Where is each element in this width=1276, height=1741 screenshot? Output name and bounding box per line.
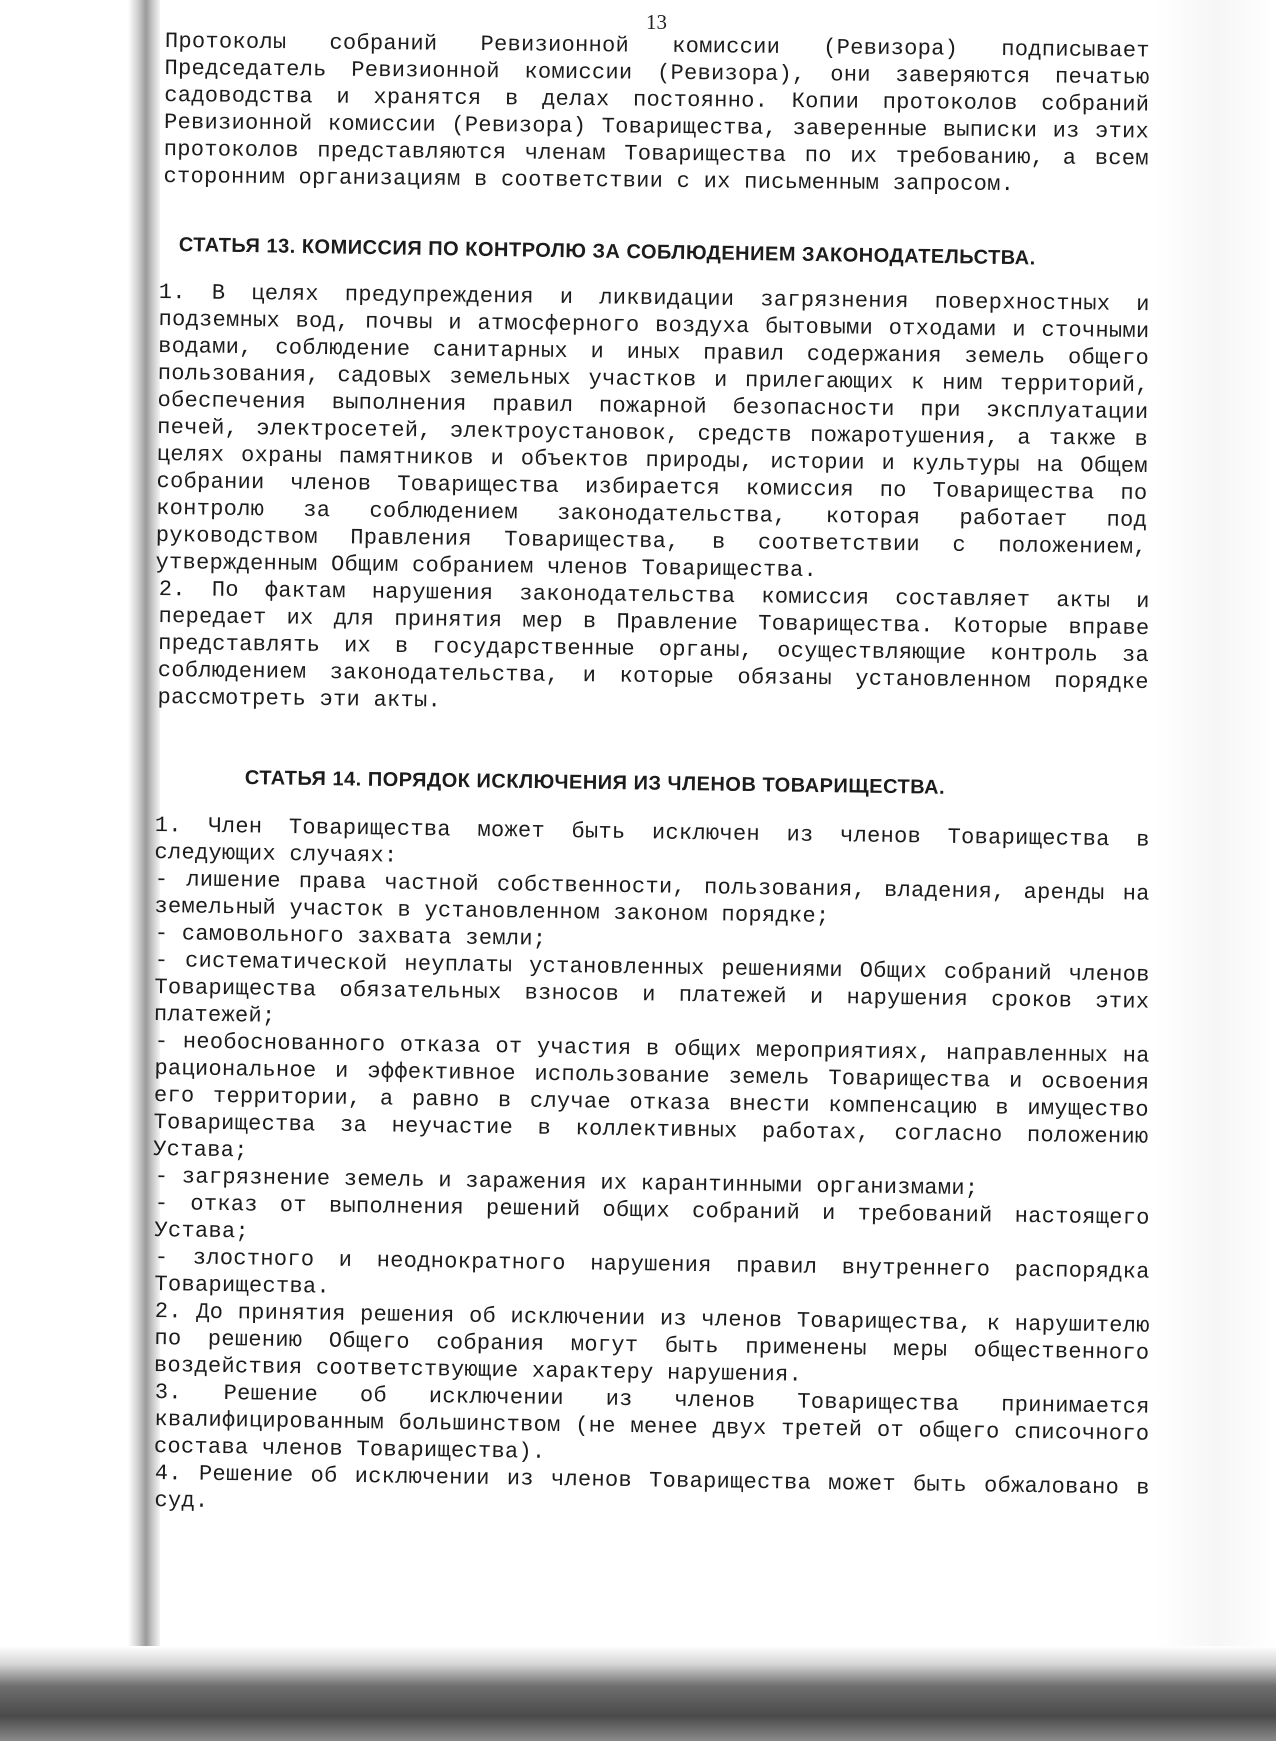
article-14-list-item: - самовольного захвата земли; [154, 920, 547, 952]
article-14-paragraph-3: 3. Решение об исключении из членов Товарищества принимается квалифицированным большинством (не менее двух третей от общего списочного состава членов Товарищества). [153, 1379, 1150, 1465]
article-13-paragraph-1: 1. В целях предупреждения и ликвидации загрязнения поверхностных и подземных вод, почвы и атмосферного воздуха бытовыми отходами и сточными водами, соблюдение санитарных и иных правил содержания земель общего пользования, садовых земельных участков и прилегающих к ним территорий, обеспечения выполнения правил пожарной безопасности при эксплуатации печей, электросетей, электроустановок, средств пожаротушения, а также в целях охраны памятников и объектов природы, истории и культуры на Общем собрании членов Товарищества избирается комиссия по Товарищества по контролю за соблюдением законодательства, которая работает под руководством Правления Товарищества, в соответствии с положением, утвержденным Общим собранием членов Товарищества. [155, 279, 1150, 584]
scan-shadow-left [0, 0, 160, 1741]
article-14 [155, 767, 1150, 1514]
scan-shadow-bottom [0, 1646, 1276, 1741]
article-14-list-item: - отказ от выполнения решений общих собраний и требований настоящего Устава; [154, 1190, 1150, 1245]
article-13-heading: СТАТЬЯ 13. КОМИССИЯ ПО КОНТРОЛЮ ЗА СОБЛЮДЕНИЕМ ЗАКОНОДАТЕЛЬСТВА. [178, 234, 1036, 270]
article-14-list-item: - загрязнение земель и заражения их карантинными организмами; [154, 1163, 979, 1202]
article-14-list-item: - лишение права частной собственности, пользования, владения, аренды на земельный участок в установленном законом порядке; [154, 866, 1150, 930]
article-14-paragraph-4: 4. Решение об исключении из членов Товарищества может быть обжаловано в суд. [154, 1460, 1150, 1514]
article-13-paragraph-2: 2. По фактам нарушения законодательства комиссия составляет акты и передает их для принятия мер в Правление Товарищества. Которые вправе представлять их в государственные органы, осуществляющие контроль за соблюдением законодательства, и которые обязаны установленном порядке рассмотреть эти акты. [157, 576, 1150, 714]
intro-paragraph: Протоколы собраний Ревизионной комиссии (Ревизора) подписывает Председатель Ревизионной комиссии (Ревизора), они заверяются печатью садоводства и хранятся в делах постоянно. Копии протоколов собраний Ревизионной комиссии (Ревизора) Товарищества, заверенные выписки из этих протоколов представляются членам Товарищества по их требованию, а всем сторонним организациям в соответствии с их письменным запросом. [163, 28, 1150, 198]
article-14-heading: СТАТЬЯ 14. ПОРЯДОК ИСКЛЮЧЕНИЯ ИЗ ЧЛЕНОВ ТОВАРИЩЕСТВА. [244, 767, 946, 799]
article-14-list-item: - систематической неуплаты установленных решениями Общих собраний членов Товарищества обязательных взносов и платежей и нарушения сроков этих платежей; [153, 947, 1150, 1029]
document-body [153, 28, 1150, 1514]
scan-shadow-right [1156, 0, 1276, 1741]
page-number: 13 [646, 10, 667, 34]
article-13 [155, 234, 1150, 714]
article-14-paragraph-2: 2. До принятия решения об исключении из членов Товарищества, к нарушителю по решению Общего собрания могут быть применены меры общественного воздействия соответствующие характеру нарушения. [153, 1298, 1150, 1388]
article-14-paragraph-1: 1. Член Товарищества может быть исключен из членов Товарищества в следующих случаях: [154, 812, 1150, 869]
article-14-list-item: - злостного и неоднократного нарушения правил внутреннего распорядка Товарищества. [154, 1244, 1150, 1300]
article-14-list-item: - необоснованного отказа от участия в общих мероприятиях, направленных на рациональное и эффективное использование земель Товарищества и освоения его территории, а равно в случае отказа внести компенсацию в имущество Товарищества за неучастие в коллективных работах, согласно положению Устава; [153, 1028, 1150, 1164]
